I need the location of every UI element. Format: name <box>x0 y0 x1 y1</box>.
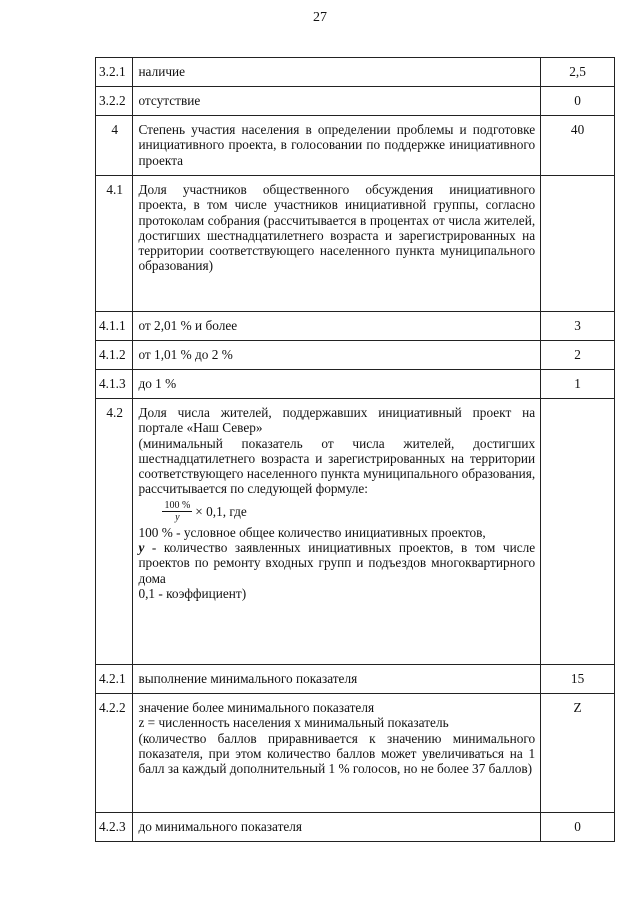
row-number: 4.2.3 <box>96 813 133 842</box>
formula-fraction <box>162 500 192 523</box>
row-value <box>541 399 615 665</box>
row-description: до минимального показателя <box>133 813 541 842</box>
row-value <box>541 176 615 312</box>
row-number: 3.2.2 <box>96 87 133 116</box>
row-description-line: z = численность населения x минимальный показатель <box>138 715 449 731</box>
row-value: 40 <box>541 116 615 176</box>
table-row <box>96 58 615 87</box>
row-value: 0 <box>541 813 615 842</box>
row-value: Z <box>541 694 615 813</box>
row-description: наличие <box>133 58 541 87</box>
page-number: 27 <box>313 10 327 25</box>
table-row <box>96 665 615 694</box>
row-description <box>133 399 541 665</box>
definition-100 <box>138 525 535 540</box>
table-row <box>96 370 615 399</box>
row-description: до 1 % <box>133 370 541 399</box>
row-description: от 1,01 % до 2 % <box>133 341 541 370</box>
criteria-table <box>95 57 615 842</box>
row-description: Доля участников общественного обсуждения инициативного проекта, в том числе участников инициативной группы, согласно протоколам собрания (рассчитывается в процентах от числа жителей, достигших шестнадцатилетнего возраста и зарегистрированных на территории соответствующего населенного пункта муниципального образования) <box>133 176 541 312</box>
row-value: 0 <box>541 87 615 116</box>
table-row <box>96 116 615 176</box>
formula-denominator: y <box>175 511 180 523</box>
definition-y-text: - количество заявленных инициативных проектов, в том числе проектов по ремонту входных групп и подъездов многоквартирного дома <box>138 540 536 586</box>
definition-100-text: - условное общее количество инициативных проектов, <box>172 524 486 540</box>
row-number: 4.1.1 <box>96 312 133 341</box>
row-number: 4.2.2 <box>96 694 133 813</box>
table-row <box>96 312 615 341</box>
row-value: 1 <box>541 370 615 399</box>
row-number: 4.2 <box>96 399 133 665</box>
row-number: 4.1 <box>96 176 133 312</box>
table-row <box>96 176 615 312</box>
row-description: Степень участия населения в определении проблемы и подготовке инициативного проекта, в голосовании по поддержке инициативного проекта <box>133 116 541 176</box>
row-number: 4.2.1 <box>96 665 133 694</box>
row-value: 3 <box>541 312 615 341</box>
table-row <box>96 813 615 842</box>
row-value: 15 <box>541 665 615 694</box>
row-value: 2 <box>541 341 615 370</box>
row-number: 3.2.1 <box>96 58 133 87</box>
row-description <box>133 694 541 813</box>
definition-coefficient: 0,1 - коэффициент) <box>138 585 247 601</box>
definition-100-label: 100 % <box>138 524 173 540</box>
formula <box>162 500 535 523</box>
row-description-line: (количество баллов приравнивается к значению минимального показателя, при этом количество баллов может увеличиваться на 1 балл за каждый дополнительный 1 % голосов, но не более 37 баллов) <box>138 730 536 777</box>
table-row <box>96 694 615 813</box>
row-description: отсутствие <box>133 87 541 116</box>
formula-numerator: 100 % <box>164 499 191 511</box>
row-description: от 2,01 % и более <box>133 312 541 341</box>
formula-rest: × 0,1, где <box>195 503 247 519</box>
row-description: выполнение минимального показателя <box>133 665 541 694</box>
row-number: 4 <box>96 116 133 176</box>
definition-y-label: y <box>138 540 145 556</box>
definition-y <box>138 540 535 586</box>
table-row <box>96 341 615 370</box>
table-row <box>96 399 615 665</box>
table-row <box>96 87 615 116</box>
row-description-line: значение более минимального показателя <box>138 700 375 715</box>
row-4-2-explanation: (минимальный показатель от числа жителей, достигших шестнадцатилетнего возраста и зарегистрированных на территории соответствующего населенного пункта муниципального образования, рассчитывается по следующей формуле: <box>138 435 536 497</box>
row-value: 2,5 <box>541 58 615 87</box>
row-number: 4.1.2 <box>96 341 133 370</box>
row-number: 4.1.3 <box>96 370 133 399</box>
row-4-2-title: Доля числа жителей, поддержавших инициативный проект на портале «Наш Север» <box>138 405 536 436</box>
